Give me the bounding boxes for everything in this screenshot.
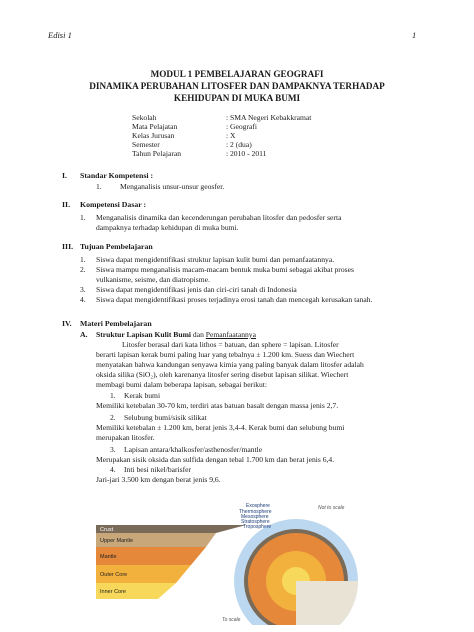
label-outer-core: Outer Core [100, 572, 128, 578]
item-text: Menganalisis dinamika dan kecenderungan perubahan litosfer dan pedosfer serta [96, 213, 342, 222]
item-number: 2. [80, 265, 86, 274]
item-text: Siswa dapat mengidentifikasi proses terjadinya erosi tanah dan mencegah kerusakan tanah. [96, 295, 373, 304]
item-number: 1. [110, 391, 116, 400]
section-title: Standar Kompetensi : [80, 171, 154, 180]
title-line-1: MODUL 1 PEMBELAJARAN GEOGRAFI [150, 69, 324, 79]
subsection-title-joiner: dan [191, 330, 206, 339]
subsection-letter: A. [80, 330, 88, 339]
info-value: : 2010 - 2011 [226, 149, 267, 158]
title-line-3: KEHIDUPAN DI MUKA BUMI [173, 93, 301, 103]
cross-section-slab [96, 525, 246, 599]
edition-label: Edisi 1 [48, 30, 72, 40]
item-number: 1. [80, 255, 86, 264]
section-number: III. [62, 242, 74, 251]
info-key: Sekolah [132, 113, 157, 122]
earth-cutaway [234, 519, 358, 625]
subsection-title-main: Struktur Lapisan Kulit Bumi [96, 330, 192, 339]
item-number: 1. [80, 213, 86, 222]
subsection-title [96, 330, 256, 339]
info-value: : Geografi [226, 122, 257, 131]
info-key: Kelas Jurusan [132, 131, 175, 140]
item-number: 2. [110, 413, 116, 422]
item-text: vulkanisme, seisme, dan diatropisme. [96, 275, 210, 284]
section-title: Tujuan Pembelajaran [80, 242, 153, 251]
item-number: 1. [96, 182, 102, 191]
info-value: : X [226, 131, 236, 140]
label-crust: Crust [100, 527, 114, 533]
earth-layers-figure [96, 503, 396, 625]
info-value: : 2 (dua) [226, 140, 252, 149]
item-number: 4. [110, 465, 116, 474]
layer-name: Lapisan antara/khalkosfer/asthenosfer/mantle [124, 445, 263, 454]
label-stratosphere: Stratosphere [241, 519, 270, 525]
label-inner-core: Inner Core [100, 589, 126, 595]
item-text: Siswa dapat mengidentifikasi jenis dan ciri-ciri tanah di Indonesia [96, 285, 297, 294]
layer-name: Kerak bumi [124, 391, 161, 400]
info-value: : SMA Negeri Kebakkramat [226, 113, 312, 122]
title-line-2: DINAMIKA PERUBAHAN LITOSFER DAN DAMPAKNYA TERHADAP [89, 81, 385, 91]
subsection-title-link: Pemanfaatannya [205, 330, 256, 339]
item-text: Siswa dapat mengidentifikasi struktur lapisan kulit bumi dan pemanfaatannya. [96, 255, 335, 264]
info-key: Mata Pelajatan [132, 122, 178, 131]
layer-name: Inti besi nikel/barisfer [124, 465, 192, 474]
layer-desc: merupakan litosfer. [96, 433, 155, 442]
paragraph-line: oksida silika (SiO₂), oleh karenanya litosfer sering disebut lapisan silikat. Wiechert [96, 370, 349, 379]
item-text: dampaknya terhadap kehidupan di muka bumi. [96, 223, 239, 232]
page-number: 1 [412, 30, 417, 40]
section-title: Kompetensi Dasar : [80, 200, 147, 209]
label-upper-mantle: Upper Mantle [100, 538, 134, 544]
layer-desc: Jari-jari 3.500 km dengan berat jenis 9,6. [96, 475, 221, 484]
label-troposphere: Troposphere [243, 524, 272, 530]
layer-desc: Memiliki ketebalan ± 1.200 km, berat jenis 3,4-4. Kerak bumi dan selubung bumi [96, 423, 345, 432]
label-exosphere: Exosphere [246, 503, 270, 509]
slab-crust [96, 525, 246, 533]
info-key: Semester [132, 140, 160, 149]
not-to-scale-note: Not to scale [318, 505, 345, 511]
section-number: I. [62, 171, 67, 180]
item-number: 3. [110, 445, 116, 454]
layer-desc: Merupakan sisik oksida dan sulfida dengan tebal 1.700 km dan berat jenis 6,4. [96, 455, 335, 464]
item-text: Siswa mampu menganalisis macam-macam bentuk muka bumi sebagai akibat proses [96, 265, 354, 274]
label-thermosphere: Thermosphere [239, 509, 272, 515]
item-number: 4. [80, 295, 86, 304]
item-number: 3. [80, 285, 86, 294]
paragraph-line: membagi bumi dalam beberapa lapisan, sebagai berikut: [96, 380, 268, 389]
label-mantle: Mantle [100, 554, 117, 560]
section-number: II. [62, 200, 71, 209]
to-scale-note: To scale [222, 617, 241, 623]
paragraph-line: berarti lapisan kerak bumi paling luar yang tebalnya ± 1.200 km. Suess dan Wiechert [96, 350, 355, 359]
cutaway-wedge [296, 581, 358, 625]
layer-name: Selubung bumi/sisik silikat [124, 413, 207, 422]
layer-desc: Memiliki ketebalan 30-70 km, terdiri atas batuan basalt dengan massa jenis 2,7. [96, 401, 339, 410]
atmosphere-labels [239, 503, 272, 530]
paragraph-line: Litosfer berasal dari kata lithos = batuan, dan sphere = lapisan. Litosfer [122, 340, 339, 349]
info-key: Tahun Pelajaran [132, 149, 182, 158]
section-title: Materi Pembelajaran [80, 319, 152, 328]
section-number: IV. [62, 319, 72, 328]
label-mesosphere: Mesosphere [241, 514, 269, 520]
paragraph-line: menyatakan bahwa kandungan senyawa kimia yang paling banyak dalam litosfer adalah [96, 360, 364, 369]
item-text: Menganalisis unsur-unsur geosfer. [120, 182, 225, 191]
